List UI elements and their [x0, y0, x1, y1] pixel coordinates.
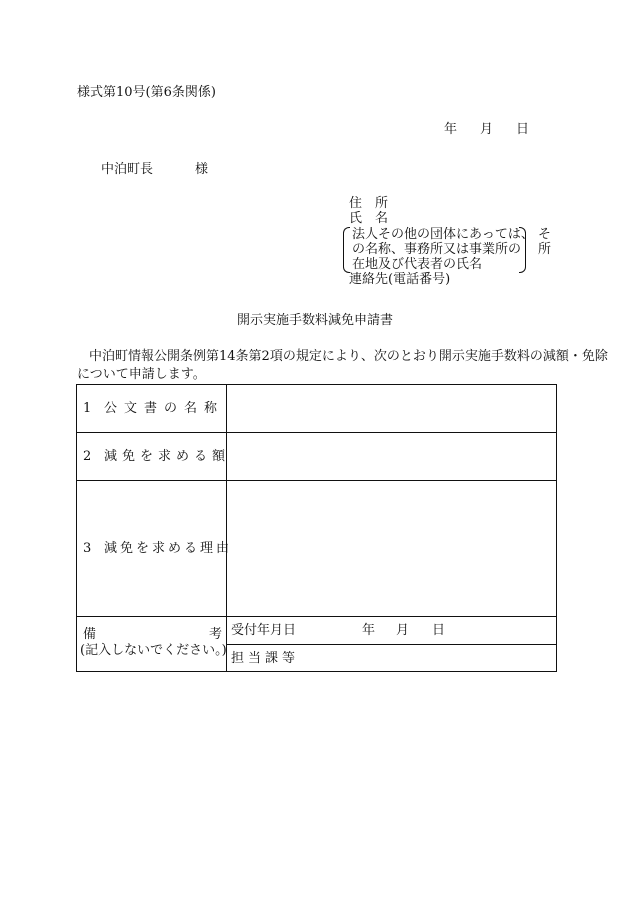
- received-date-label: 受付年月日: [231, 623, 297, 638]
- org-note-line-3: 在地及び代表者の氏名: [352, 257, 483, 272]
- side-char-top: そ: [538, 227, 552, 242]
- row-2-value-cell[interactable]: [227, 433, 556, 480]
- row-3-value-cell[interactable]: [227, 481, 556, 616]
- name-label: 氏 名: [349, 211, 389, 226]
- addressee-honorific: 様: [195, 162, 209, 177]
- side-char-bottom: 所: [538, 242, 552, 257]
- row-3-number: 3: [83, 541, 92, 556]
- bracket-left: [343, 227, 350, 273]
- row-2-number: 2: [83, 449, 92, 464]
- row-1-value-cell[interactable]: [227, 385, 556, 432]
- row-2-label: 減免を求める額: [104, 449, 231, 464]
- remarks-label-right: 考: [209, 627, 223, 642]
- org-note-line-1: 法人その他の団体にあっては、: [352, 227, 534, 242]
- row-1-number: 1: [83, 401, 92, 416]
- received-month: 月: [396, 623, 410, 638]
- date-year: 年: [444, 122, 458, 137]
- body-line-2: について申請します。: [77, 367, 206, 382]
- department-label: 担当課等: [231, 651, 300, 666]
- form-number: 様式第10号(第6条関係): [77, 85, 216, 100]
- received-year: 年: [362, 623, 376, 638]
- remarks-label-left: 備: [83, 627, 97, 642]
- org-note-line-2: の名称、事務所又は事業所の: [352, 242, 522, 257]
- document-title: 開示実施手数料減免申請書: [236, 313, 393, 328]
- remarks-note: (記入しないでください。): [80, 643, 227, 658]
- row-1-label: 公文書の名称: [104, 401, 225, 416]
- date-month: 月: [480, 122, 494, 137]
- row-3-label: 減免を求める理由: [104, 541, 233, 556]
- body-line-1: 中泊町情報公開条例第14条第2項の規定により、次のとおり開示実施手数料の減額・免除: [89, 349, 608, 364]
- address-label: 住 所: [349, 196, 389, 211]
- contact-label: 連絡先(電話番号): [349, 272, 451, 287]
- date-day: 日: [516, 122, 530, 137]
- addressee-name: 中泊町長: [101, 162, 154, 177]
- received-day: 日: [432, 623, 446, 638]
